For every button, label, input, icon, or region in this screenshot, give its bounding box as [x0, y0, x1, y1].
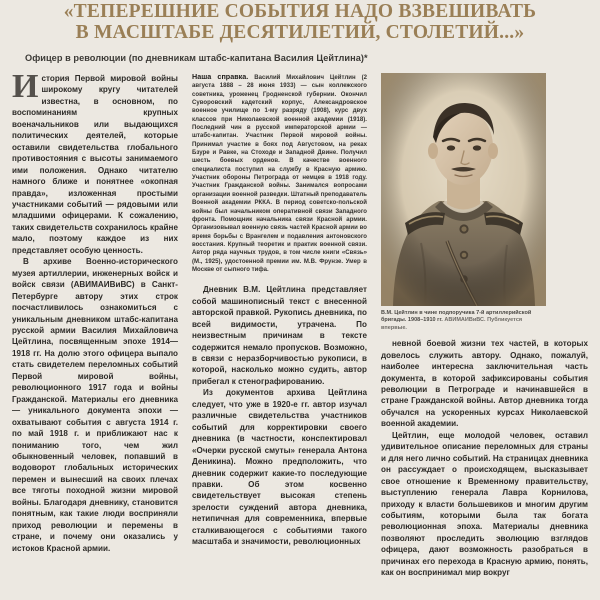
page-title-line-2: В МАСШТАБЕ ДЕСЯТИЛЕТИЙ, СТОЛЕТИЙ...» [75, 22, 525, 43]
info-box-paragraph [192, 73, 367, 274]
column-right [381, 73, 588, 600]
drop-cap: И [12, 73, 39, 105]
portrait-photo [381, 73, 546, 306]
photo-figure [381, 73, 588, 332]
right-paragraph-1: невной боевой жизни тех частей, в которых довелось служить автору. Однако, пожалуй, наиболее интересна заключительная часть документа, в которой зафиксированы события революции в Петрограде и начинавшейся в стране Гражданской войны. Автор дневника тогда обучался на ускоренных курсах Николаевской военной академии. [381, 339, 588, 429]
info-box-text: Василий Михайлович Цейтлин (2 августа 1888 – 28 июня 1933) — сын коллежского советника, уроженец Гродненской губернии. Окончил Суворовский кадетский корпус, Александровское военное училище по 1-му разряду (1908), курс двух классов при Николаевской военной академии (1918). Последний чин в русской императорской армии — штабс-капитан. Участник Первой мировой войны. Принимал участие в боях под Августовом, на реках Бзуре и Равке, на Стоходе и Западной Двине. Получил шесть боевых орденов. В качестве военного специалиста поступил на службу в Красную армию. Участник обороны Петрограда от немцев в 1918 году. Участник Гражданской войны. Занимался вопросами организации военной разведки. Штатный преподаватель Военной академии РККА. В период советско-польской войны был начальником оперативной связи Западного фронта. Помощник начальника связи Красной армии. Организовывал военную связь частей Красной армии во время борьбы с Врангелем и подавления антоновского восстания. Крупный теоретик и практик военной связи. Автор ряда научных трудов, в том числе книги «Связь» (М., 1925), удостоенной премии им. М.В. Фрунзе. Умер в Москве от сыпного тифа. [192, 75, 367, 273]
right-paragraph-2: Цейтлин, еще молодой человек, оставил удивительное описание переломных для страны и для него лично событий. На страницах дневника он рассуждает о происходящем, высказывает свое отношение к Временному правительству, выступлению генерала Лавра Корнилова, приходу к власти большевиков и многим другим событиям, которыми была так богата революционная эпоха. Материалы дневника позволяют проследить эволюцию взглядов офицера, дают возможность разобраться в причинах его перехода в Красную армию, понять, как он воспринимал мир вокруг [381, 430, 588, 578]
left-paragraph-1 [12, 73, 178, 256]
page-title-line-1: «ТЕПЕРЕШНИЕ СОБЫТИЯ НАДО ВЗВЕШИВАТЬ [63, 1, 537, 22]
portrait-photo-image [381, 73, 546, 306]
info-box-nasha-spravka [192, 73, 367, 274]
photo-caption [381, 310, 549, 332]
page-subtitle: Офицер в революции (по дневникам штабс-капитана Василия Цейтлина)* [25, 53, 368, 63]
left-paragraph-1-text: стория Первой мировой войны широкому кругу читателей известна, в основном, по воспоминаниям крупных военачальников или выдающихся политических деятелей, которые оставили свидетельства глобального противостояния с высоты занимаемого ими положения. Однако читателю намного ближе и понятнее «окопная правда», изложенная простыми участниками событий — рядовыми или младшими офицерами. К сожалению, таких свидетельств сохранилось крайне мало, поэтому каждое из них представляет особую ценность. [12, 74, 178, 255]
page-header [0, 0, 600, 64]
middle-paragraph-2: Из документов архива Цейтлина следует, что уже в 1920-е гг. автор изучал различные свидетельства участников событий для корректировки своего дневника (в частности, конспектировал «Очерки русской смуты» генерала Антона Деникина). Можно предположить, что дневник содержит какие-то последующие правки. Об этом косвенно свидетельствует высокая степень зрелости суждений автора дневника, нетипичная для современника, впервые сталкивающегося с событиями такого масштаба и значимости, революционных [192, 388, 367, 547]
column-left [12, 73, 192, 600]
column-middle [192, 73, 381, 600]
left-paragraph-2: В архиве Военно-исторического музея артиллерии, инженерных войск и войск связи (АВИМАИВиВС) в Санкт-Петербурге автору этих строк посчастливилось ознакомиться с уникальным дневником штабс-капитана русской армии Василия Михайловича Цейтлина, посвященным эпохе 1914—1918 гг. На долю этого офицера выпало стать свидетелем переломных событий Первой мировой войны, революционного 1917 года и войны Гражданской. Материалы его дневника — уникального документа эпохи — охватывают события с августа 1914 г. по май 1918 г. и приближают нас к пониманию того, чем жил обыкновенный человек, попавший в водоворот глобальных исторических перемен и вынесший на своих плечах все тяготы походной жизни мировой войны. Благодаря дневнику, становится понятным, как такие люди восприняли приход революции и перемены в стране, и почему они оказались у истоков Красной армии. [12, 257, 178, 553]
photo-caption-main: В.М. Цейтлин в чине подпоручика 7-й артиллерийской бригады. 1908–1910 гг. [381, 310, 532, 324]
info-box-lead: Наша справка. [192, 73, 249, 81]
page-title [14, 0, 586, 43]
photo-caption-source: АВИМАИВиВС. Публикуется впервые. [381, 317, 523, 331]
middle-paragraph-1: Дневник В.М. Цейтлина представляет собой машинописный текст с внесенной авторской правкой. Рукопись дневника, по всей видимости, утрачена. По неизвестным причинам в тексте содержится немало пропусков. Возможно, в связи с неразборчивостью рукописи, в которой, насколько можно судить, автор прибегал к стенографированию. [192, 285, 367, 386]
article-columns [0, 73, 600, 600]
